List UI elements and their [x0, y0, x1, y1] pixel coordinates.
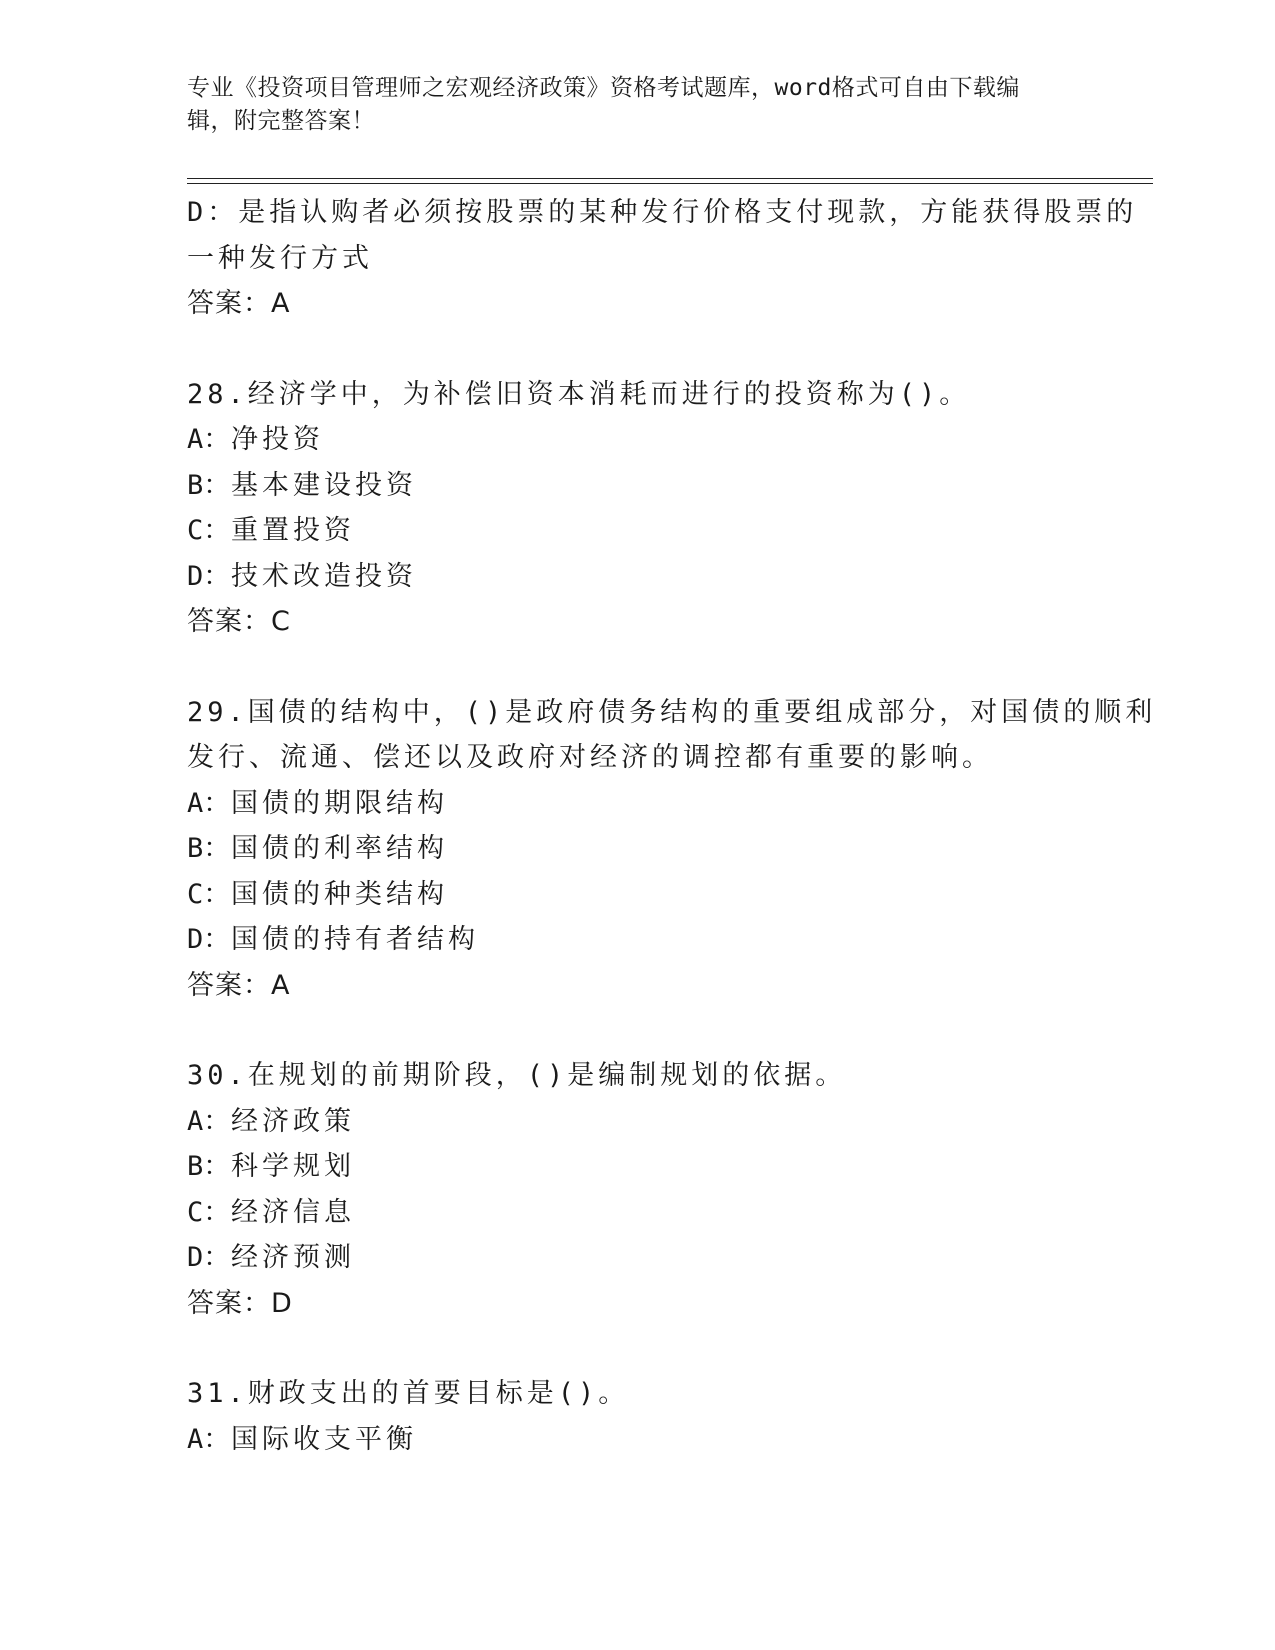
- option-text: 重置投资: [231, 515, 355, 546]
- option-b: [187, 826, 1087, 872]
- option-letter: C：: [187, 1196, 231, 1228]
- question-stem-line-2: 发行、流通、偿还以及政府对经济的调控都有重要的影响。: [187, 742, 993, 773]
- option-letter: D：: [187, 560, 231, 592]
- option-letter: C：: [187, 515, 231, 546]
- option-a: [187, 417, 1087, 463]
- option-d: [187, 917, 1087, 963]
- option-d: [187, 1235, 1087, 1281]
- option-letter: A：: [187, 1423, 231, 1455]
- question-28: [187, 372, 1087, 645]
- option-letter: A：: [187, 1105, 231, 1137]
- option-d: [187, 554, 1087, 600]
- question-stem: 30.在规划的前期阶段，()是编制规划的依据。: [187, 1060, 847, 1091]
- option-a: [187, 781, 1087, 827]
- option-letter: B：: [187, 469, 231, 501]
- option-d-line-1: D：是指认购者必须按股票的某种发行价格支付现款，方能获得股票的: [187, 197, 1138, 228]
- option-letter: D：: [187, 1242, 231, 1273]
- question-30: [187, 1053, 1087, 1326]
- option-letter: D：: [187, 924, 231, 955]
- option-text: 国际收支平衡: [231, 1423, 417, 1455]
- option-text: 经济政策: [231, 1105, 355, 1137]
- option-text: 国债的种类结构: [231, 878, 448, 910]
- option-letter: A：: [187, 787, 231, 819]
- question-27-continued: [187, 190, 1138, 327]
- question-content: [187, 190, 1157, 1462]
- option-letter: C：: [187, 878, 231, 910]
- question-stem-line-1: 29.国债的结构中，()是政府债务结构的重要组成部分，对国债的顺利: [187, 696, 1157, 728]
- header-divider-top: [187, 178, 1153, 179]
- option-text: 经济预测: [231, 1242, 355, 1273]
- option-b: [187, 463, 1087, 509]
- option-a: [187, 1417, 1087, 1463]
- option-text: 基本建设投资: [231, 469, 417, 501]
- question-29: [187, 690, 1157, 1009]
- document-header: [187, 72, 1067, 138]
- option-c: [187, 508, 1087, 554]
- option-c: [187, 1190, 1087, 1236]
- header-intro-line-2: 辑，附完整答案！: [187, 108, 375, 134]
- option-a: [187, 1099, 1087, 1145]
- question-31: [187, 1371, 1087, 1462]
- option-text: 技术改造投资: [231, 560, 417, 592]
- option-c: [187, 872, 1087, 918]
- answer-28: 答案：C: [187, 606, 291, 637]
- option-text: 经济信息: [231, 1196, 355, 1228]
- question-stem: 31.财政支出的首要目标是()。: [187, 1378, 630, 1409]
- option-letter: A：: [187, 424, 231, 455]
- header-intro-line-1: 专业《投资项目管理师之宏观经济政策》资格考试题库，word格式可自由下载编: [187, 75, 1020, 101]
- question-stem: 28.经济学中，为补偿旧资本消耗而进行的投资称为()。: [187, 378, 971, 410]
- option-text: 科学规划: [231, 1151, 355, 1182]
- header-divider-bottom: [187, 183, 1153, 184]
- option-letter: B：: [187, 833, 231, 864]
- option-b: [187, 1144, 1087, 1190]
- option-d-line-2: 一种发行方式: [187, 242, 373, 274]
- answer-29: 答案：A: [187, 969, 291, 1001]
- option-text: 国债的期限结构: [231, 787, 448, 819]
- option-text: 净投资: [231, 424, 324, 455]
- answer-27: 答案：A: [187, 288, 291, 319]
- option-text: 国债的持有者结构: [231, 924, 479, 955]
- option-text: 国债的利率结构: [231, 833, 448, 864]
- answer-30: 答案：D: [187, 1287, 293, 1319]
- option-letter: B：: [187, 1151, 231, 1182]
